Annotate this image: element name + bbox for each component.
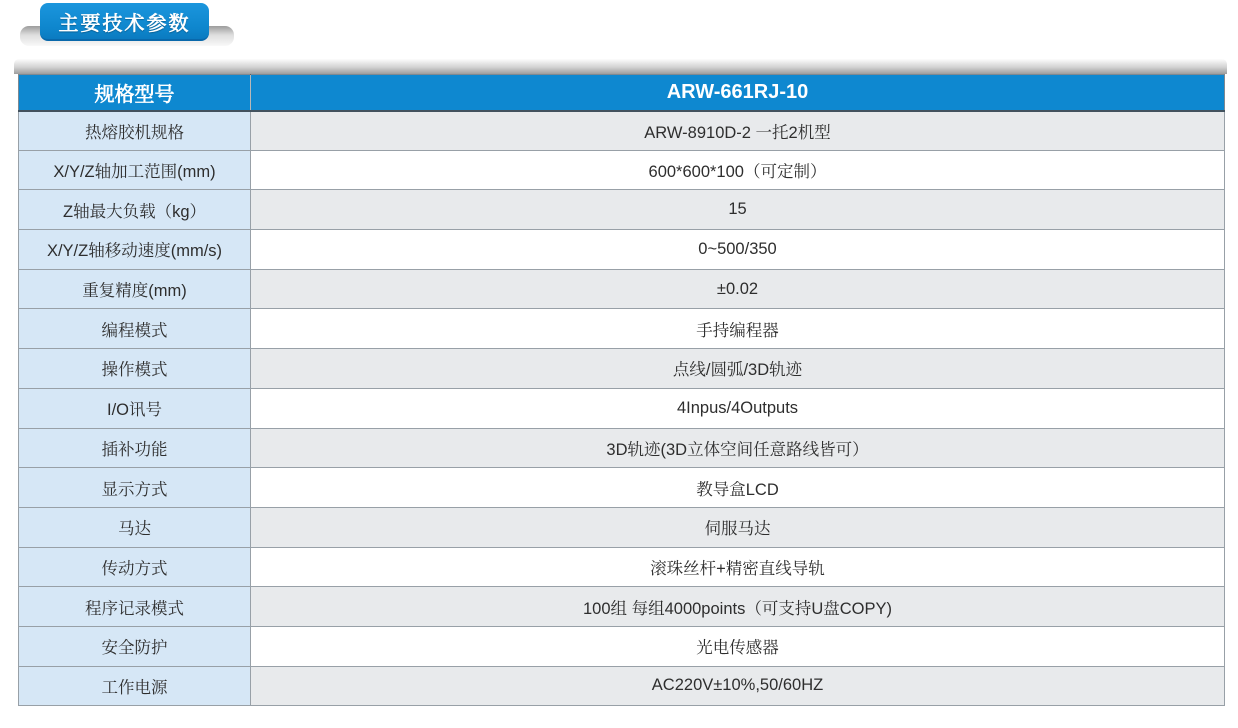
spec-value: 滚珠丝杆+精密直线导轨	[251, 547, 1225, 587]
spec-label: 安全防护	[19, 626, 251, 666]
spec-value: 教导盒LCD	[251, 468, 1225, 508]
spec-header-label: 规格型号	[19, 75, 251, 111]
section-title-text: 主要技术参数	[58, 12, 191, 35]
spec-label: Z轴最大负载（kg）	[19, 190, 251, 230]
table-row	[19, 507, 1225, 547]
table-row	[19, 269, 1225, 309]
spec-value: 4Inpus/4Outputs	[251, 388, 1225, 428]
table-row	[19, 547, 1225, 587]
table-row	[19, 111, 1225, 151]
spec-value: AC220V±10%,50/60HZ	[251, 666, 1225, 706]
table-row	[19, 309, 1225, 349]
spec-label: 工作电源	[19, 666, 251, 706]
table-row	[19, 150, 1225, 190]
spec-value: 0~500/350	[251, 230, 1225, 270]
spec-value: 3D轨迹(3D立体空间任意路线皆可）	[251, 428, 1225, 468]
spec-value: 光电传感器	[251, 626, 1225, 666]
spec-value: 点线/圆弧/3D轨迹	[251, 349, 1225, 389]
spec-table-body	[19, 111, 1225, 706]
spec-value: 600*600*100（可定制）	[251, 150, 1225, 190]
section-title-badge	[40, 3, 209, 41]
spec-value: ARW-8910D-2 一托2机型	[251, 111, 1225, 151]
spec-label: 热熔胶机规格	[19, 111, 251, 151]
spec-value: ±0.02	[251, 269, 1225, 309]
spec-label: 马达	[19, 507, 251, 547]
spec-table	[18, 74, 1225, 706]
spec-header-model: ARW-661RJ-10	[251, 75, 1225, 111]
table-row	[19, 626, 1225, 666]
table-row	[19, 428, 1225, 468]
spec-label: X/Y/Z轴移动速度(mm/s)	[19, 230, 251, 270]
table-row	[19, 587, 1225, 627]
spec-value: 伺服马达	[251, 507, 1225, 547]
spec-label: 显示方式	[19, 468, 251, 508]
table-row	[19, 388, 1225, 428]
section-title-area	[0, 0, 300, 58]
spec-label: 编程模式	[19, 309, 251, 349]
table-row	[19, 190, 1225, 230]
spec-label: 插补功能	[19, 428, 251, 468]
spec-value: 15	[251, 190, 1225, 230]
table-row	[19, 349, 1225, 389]
spec-label: 重复精度(mm)	[19, 269, 251, 309]
spec-label: X/Y/Z轴加工范围(mm)	[19, 150, 251, 190]
table-row	[19, 666, 1225, 706]
spec-label: I/O讯号	[19, 388, 251, 428]
table-row	[19, 468, 1225, 508]
table-top-shadow	[14, 59, 1227, 74]
spec-value: 手持编程器	[251, 309, 1225, 349]
spec-value: 100组 每组4000points（可支持U盘COPY)	[251, 587, 1225, 627]
spec-label: 程序记录模式	[19, 587, 251, 627]
spec-table-header-row	[19, 75, 1225, 111]
spec-label: 操作模式	[19, 349, 251, 389]
spec-label: 传动方式	[19, 547, 251, 587]
table-row	[19, 230, 1225, 270]
